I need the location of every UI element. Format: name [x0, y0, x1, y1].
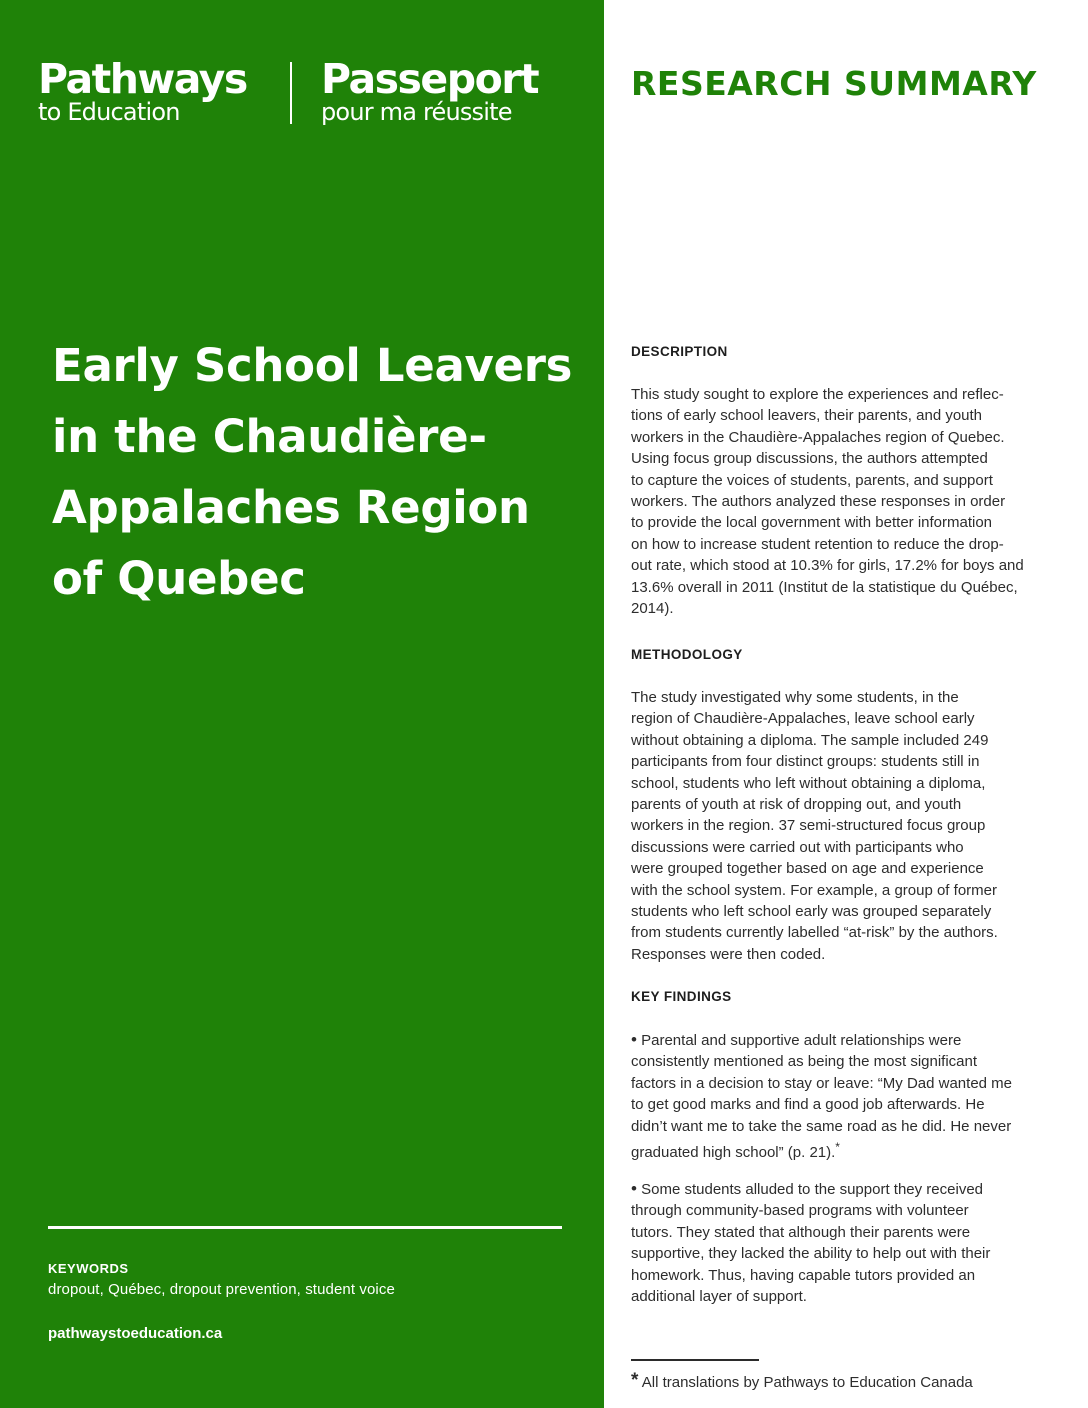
footnote-marker: *: [631, 1370, 639, 1391]
text-line: school, students who left without obtaining a diploma,: [631, 774, 986, 792]
finding-text: Parental and supportive adult relationships were: [641, 1032, 962, 1049]
logo-en-sub: to Education: [38, 98, 180, 126]
text-line: to capture the voices of students, parents, and support: [631, 471, 993, 489]
text-line: This study sought to explore the experiences and reflec-: [631, 386, 1004, 403]
text-line: students who left school early was grouped separately: [631, 903, 992, 921]
text-line: tions of early school leavers, their parents, and youth: [631, 407, 983, 425]
text-line: to get good marks and find a good job afterwards. He: [631, 1096, 985, 1114]
text-line: 13.6% overall in 2011 (Institut de la statistique du Québec,: [631, 578, 1018, 596]
text-line: supportive, they lacked the ability to help out with their: [631, 1245, 991, 1263]
text-line: from students currently labelled “at-risk” by the authors.: [631, 924, 998, 942]
title-line: Appalaches Region: [52, 481, 530, 534]
bullet: •: [631, 1179, 637, 1198]
summary-panel: [604, 0, 1088, 1408]
title-line: Early School Leavers: [52, 339, 573, 392]
finding-text: Some students alluded to the support they received: [641, 1181, 984, 1198]
footnote-marker: *: [835, 1140, 840, 1155]
keywords-heading: KEYWORDS: [48, 1261, 129, 1276]
website-link[interactable]: pathwaystoeducation.ca: [48, 1325, 223, 1342]
description-paragraph: [631, 384, 1061, 619]
text-line: on how to increase student retention to reduce the drop-: [631, 535, 1004, 553]
title-line: in the Chaudière-: [52, 410, 487, 463]
passeport-logo: [321, 56, 538, 125]
text-line: without obtaining a diploma. The sample included 249: [631, 731, 989, 749]
text-line: The study investigated why some students, in the: [631, 689, 959, 706]
text-line: [631, 1137, 1061, 1163]
text-line: Responses were then coded.: [631, 945, 826, 963]
text-line: were grouped together based on age and experience: [631, 860, 984, 878]
text-line: region of Chaudière-Appalaches, leave school early: [631, 710, 975, 728]
footnote: [631, 1370, 973, 1392]
keywords-text: dropout, Québec, dropout prevention, student voice: [48, 1281, 395, 1298]
key-findings-heading: KEY FINDINGS: [631, 989, 732, 1004]
footnote-rule: [631, 1359, 759, 1361]
text-line: with the school system. For example, a group of former: [631, 881, 997, 899]
pathways-logo: [38, 56, 247, 125]
logo-fr-sub: pour ma réussite: [321, 98, 512, 126]
text-line: to provide the local government with better information: [631, 514, 993, 532]
key-finding-item: [631, 1029, 1061, 1163]
text-line: workers in the region. 37 semi-structured focus group: [631, 817, 986, 835]
text-line: workers. The authors analyzed these responses in order: [631, 493, 1006, 511]
text-line: factors in a decision to stay or leave: “My Dad wanted me: [631, 1074, 1013, 1092]
research-summary-label: RESEARCH SUMMARY: [631, 64, 1037, 103]
text-line: out rate, which stood at 10.3% for girls, 17.2% for boys and: [631, 557, 1024, 575]
text-line: parents of youth at risk of dropping out, and youth: [631, 796, 962, 814]
logo-en-main: Pathways: [38, 55, 247, 103]
text-line: 2014).: [631, 600, 674, 618]
text-line: [631, 1178, 1061, 1200]
text-line: participants from four distinct groups: students still in: [631, 753, 980, 771]
title-line: of Quebec: [52, 552, 306, 605]
text-line: homework. Thus, having capable tutors provided an: [631, 1266, 976, 1284]
document-title: [52, 330, 592, 614]
logo-divider: [290, 62, 292, 124]
description-heading: DESCRIPTION: [631, 344, 728, 359]
text-line: additional layer of support.: [631, 1288, 807, 1306]
text-line: workers in the Chaudière-Appalaches region of Quebec.: [631, 428, 1005, 446]
text-line: discussions were carried out with participants who: [631, 838, 964, 856]
text-line: [631, 1029, 1061, 1051]
bullet: •: [631, 1030, 637, 1049]
finding-text: graduated high school” (p. 21).: [631, 1144, 836, 1162]
logo-fr-main: Passeport: [321, 55, 539, 103]
text-line: consistently mentioned as being the most significant: [631, 1053, 978, 1071]
text-line: Using focus group discussions, the authors attempted: [631, 450, 988, 468]
methodology-heading: METHODOLOGY: [631, 647, 743, 662]
key-finding-item: [631, 1178, 1061, 1307]
text-line: didn’t want me to take the same road as he did. He never: [631, 1117, 1012, 1135]
footnote-text: All translations by Pathways to Education Canada: [641, 1374, 973, 1391]
text-line: through community-based programs with volunteer: [631, 1202, 969, 1220]
text-line: tutors. They stated that although their parents were: [631, 1223, 971, 1241]
divider-rule: [48, 1226, 562, 1229]
methodology-paragraph: [631, 687, 1061, 965]
